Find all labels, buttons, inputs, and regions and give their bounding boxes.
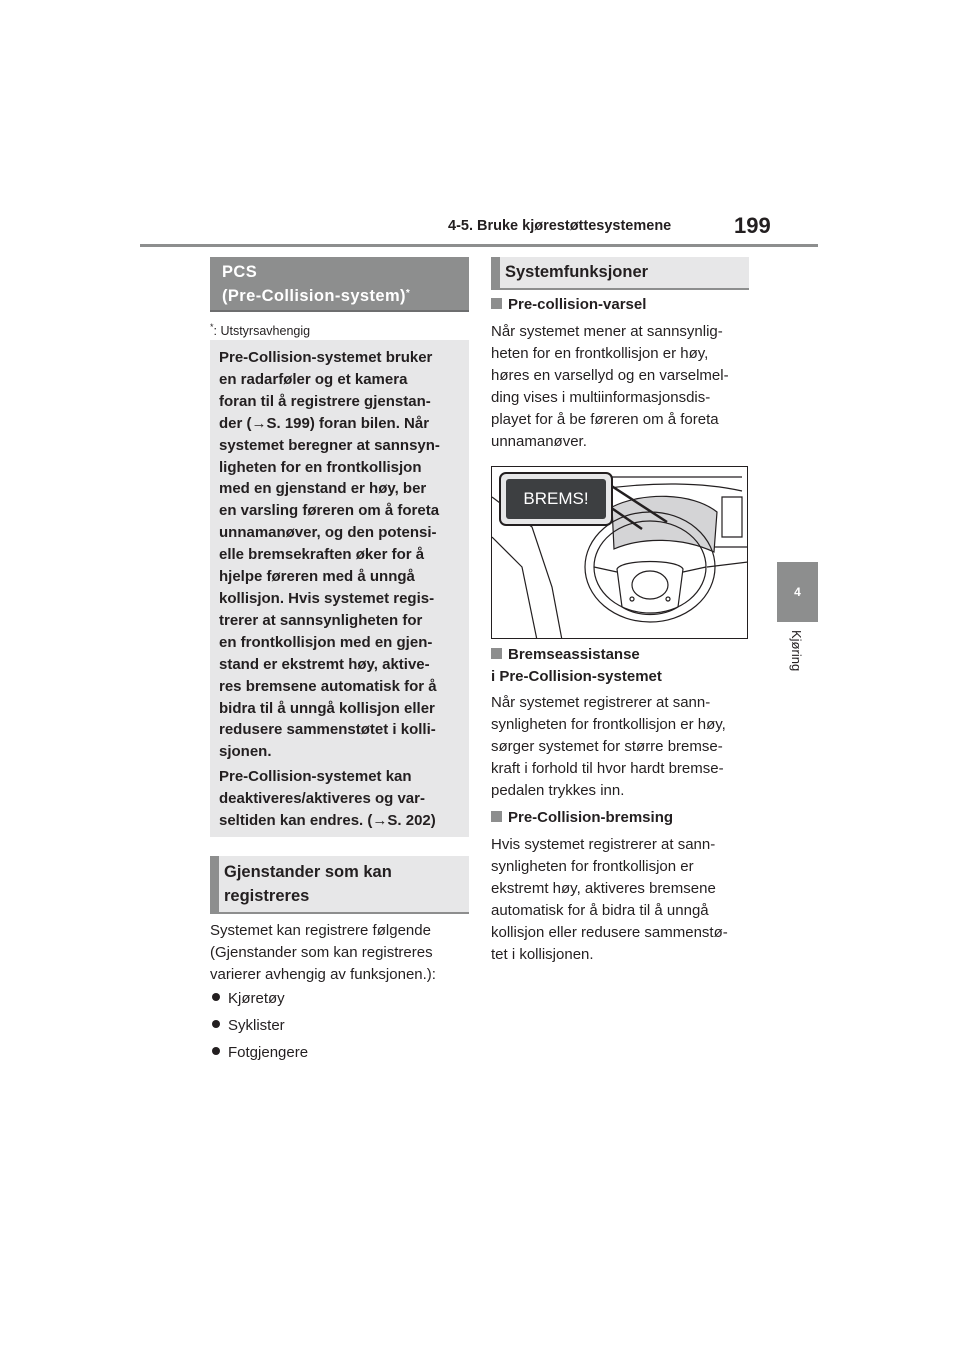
chapter-tab[interactable]	[777, 562, 818, 622]
pcs-summary-text: Pre-Collision-systemet bruker en radarføler og et kamera foran til å registrere gjenstan- der (→S. 199) foran bilen. Når systemet beregner at sannsyn- ligheten for en frontkollisjon med en gjenstand er høy, ber en varsling føreren om å foreta unnamanøver, og den potensi- elle bremsekraften øker for å hjelpe føreren med å unngå kollisjon. Hvis systemet regis- trerer at sannsynligheten for en frontkollisjon med en gjen- stand er ekstremt høy, aktive- res bremsene automatisk for å bidra til å unngå kollisjon eller redusere sammenstøtet i kolli- sjonen.	[219, 349, 440, 761]
pcs-heading-line1: PCS	[222, 263, 258, 281]
system-functions-heading	[491, 257, 749, 290]
pcs-settings-text: Pre-Collision-systemet kan deaktiveres/aktiveres og var- seltiden kan endres. (→S. 202)	[219, 768, 436, 829]
dashboard-illustration	[491, 466, 748, 639]
detect-heading-line2: registreres	[224, 887, 310, 905]
brems-display-text: BREMS!	[523, 489, 589, 508]
heading-accent-bar	[210, 856, 219, 912]
footnote-marker: *	[210, 322, 214, 332]
square-bullet-icon	[491, 811, 502, 822]
heading-accent-bar	[491, 257, 500, 288]
system-functions-title: Systemfunksjoner	[505, 263, 649, 281]
detect-heading-line1: Gjenstander som kan	[224, 863, 392, 881]
pcs-section-heading	[210, 257, 469, 312]
bullet-icon	[212, 1020, 220, 1028]
bullet-icon	[212, 1047, 220, 1055]
warning-subheading: Pre-collision-varsel	[491, 294, 646, 316]
running-head: 4-5. Bruke kjørestøttesystemene	[448, 218, 672, 234]
list-item: Fotgjengere	[212, 1042, 308, 1064]
page-number: 199	[734, 213, 771, 238]
pcs-summary-panel	[210, 340, 469, 837]
warning-text: Når systemet mener at sannsynlig- heten for en frontkollisjon er høy, høres en varsellyd og en varselmel- ding vises i multiinformasjonsdis- playet for å be føreren om å foreta unnamanøver.	[491, 323, 729, 450]
header-rule	[140, 244, 818, 247]
pcs-heading-marker: *	[405, 288, 411, 299]
list-item: Kjøretøy	[212, 988, 285, 1010]
chapter-label-container	[782, 630, 812, 690]
brake-assist-subheading: Bremseassistanse i Pre-Collision-systemet	[491, 646, 662, 685]
bullet-icon	[212, 993, 220, 1001]
detect-intro: Systemet kan registrere følgende (Gjenstander som kan registreres varierer avhengig av funksjonen.):	[210, 922, 436, 983]
chapter-label: Kjøring	[789, 630, 804, 672]
braking-subheading: Pre-Collision-bremsing	[491, 807, 673, 829]
detectable-objects-heading	[210, 856, 469, 914]
footnote-text: : Utstyrsavhengig	[213, 324, 311, 339]
footnote	[210, 322, 310, 338]
pcs-heading-line2: (Pre-Collision-system)	[222, 287, 406, 305]
chapter-number: 4	[794, 585, 801, 599]
brake-assist-text: Når systemet registrerer at sann- synligheten for frontkollisjon er høy, sørger systemet for større bremse- kraft i forhold til hvor hardt bremse- pedalen trykkes inn.	[491, 694, 726, 799]
square-bullet-icon	[491, 648, 502, 659]
list-item: Syklister	[212, 1015, 285, 1037]
braking-text: Hvis systemet registrerer at sann- synligheten for frontkollisjon er ekstremt høy, aktiveres bremsene automatisk for å bidra til å unngå kollisjon eller redusere sammenstø- tet i kollisjonen.	[491, 836, 728, 963]
square-bullet-icon	[491, 298, 502, 309]
